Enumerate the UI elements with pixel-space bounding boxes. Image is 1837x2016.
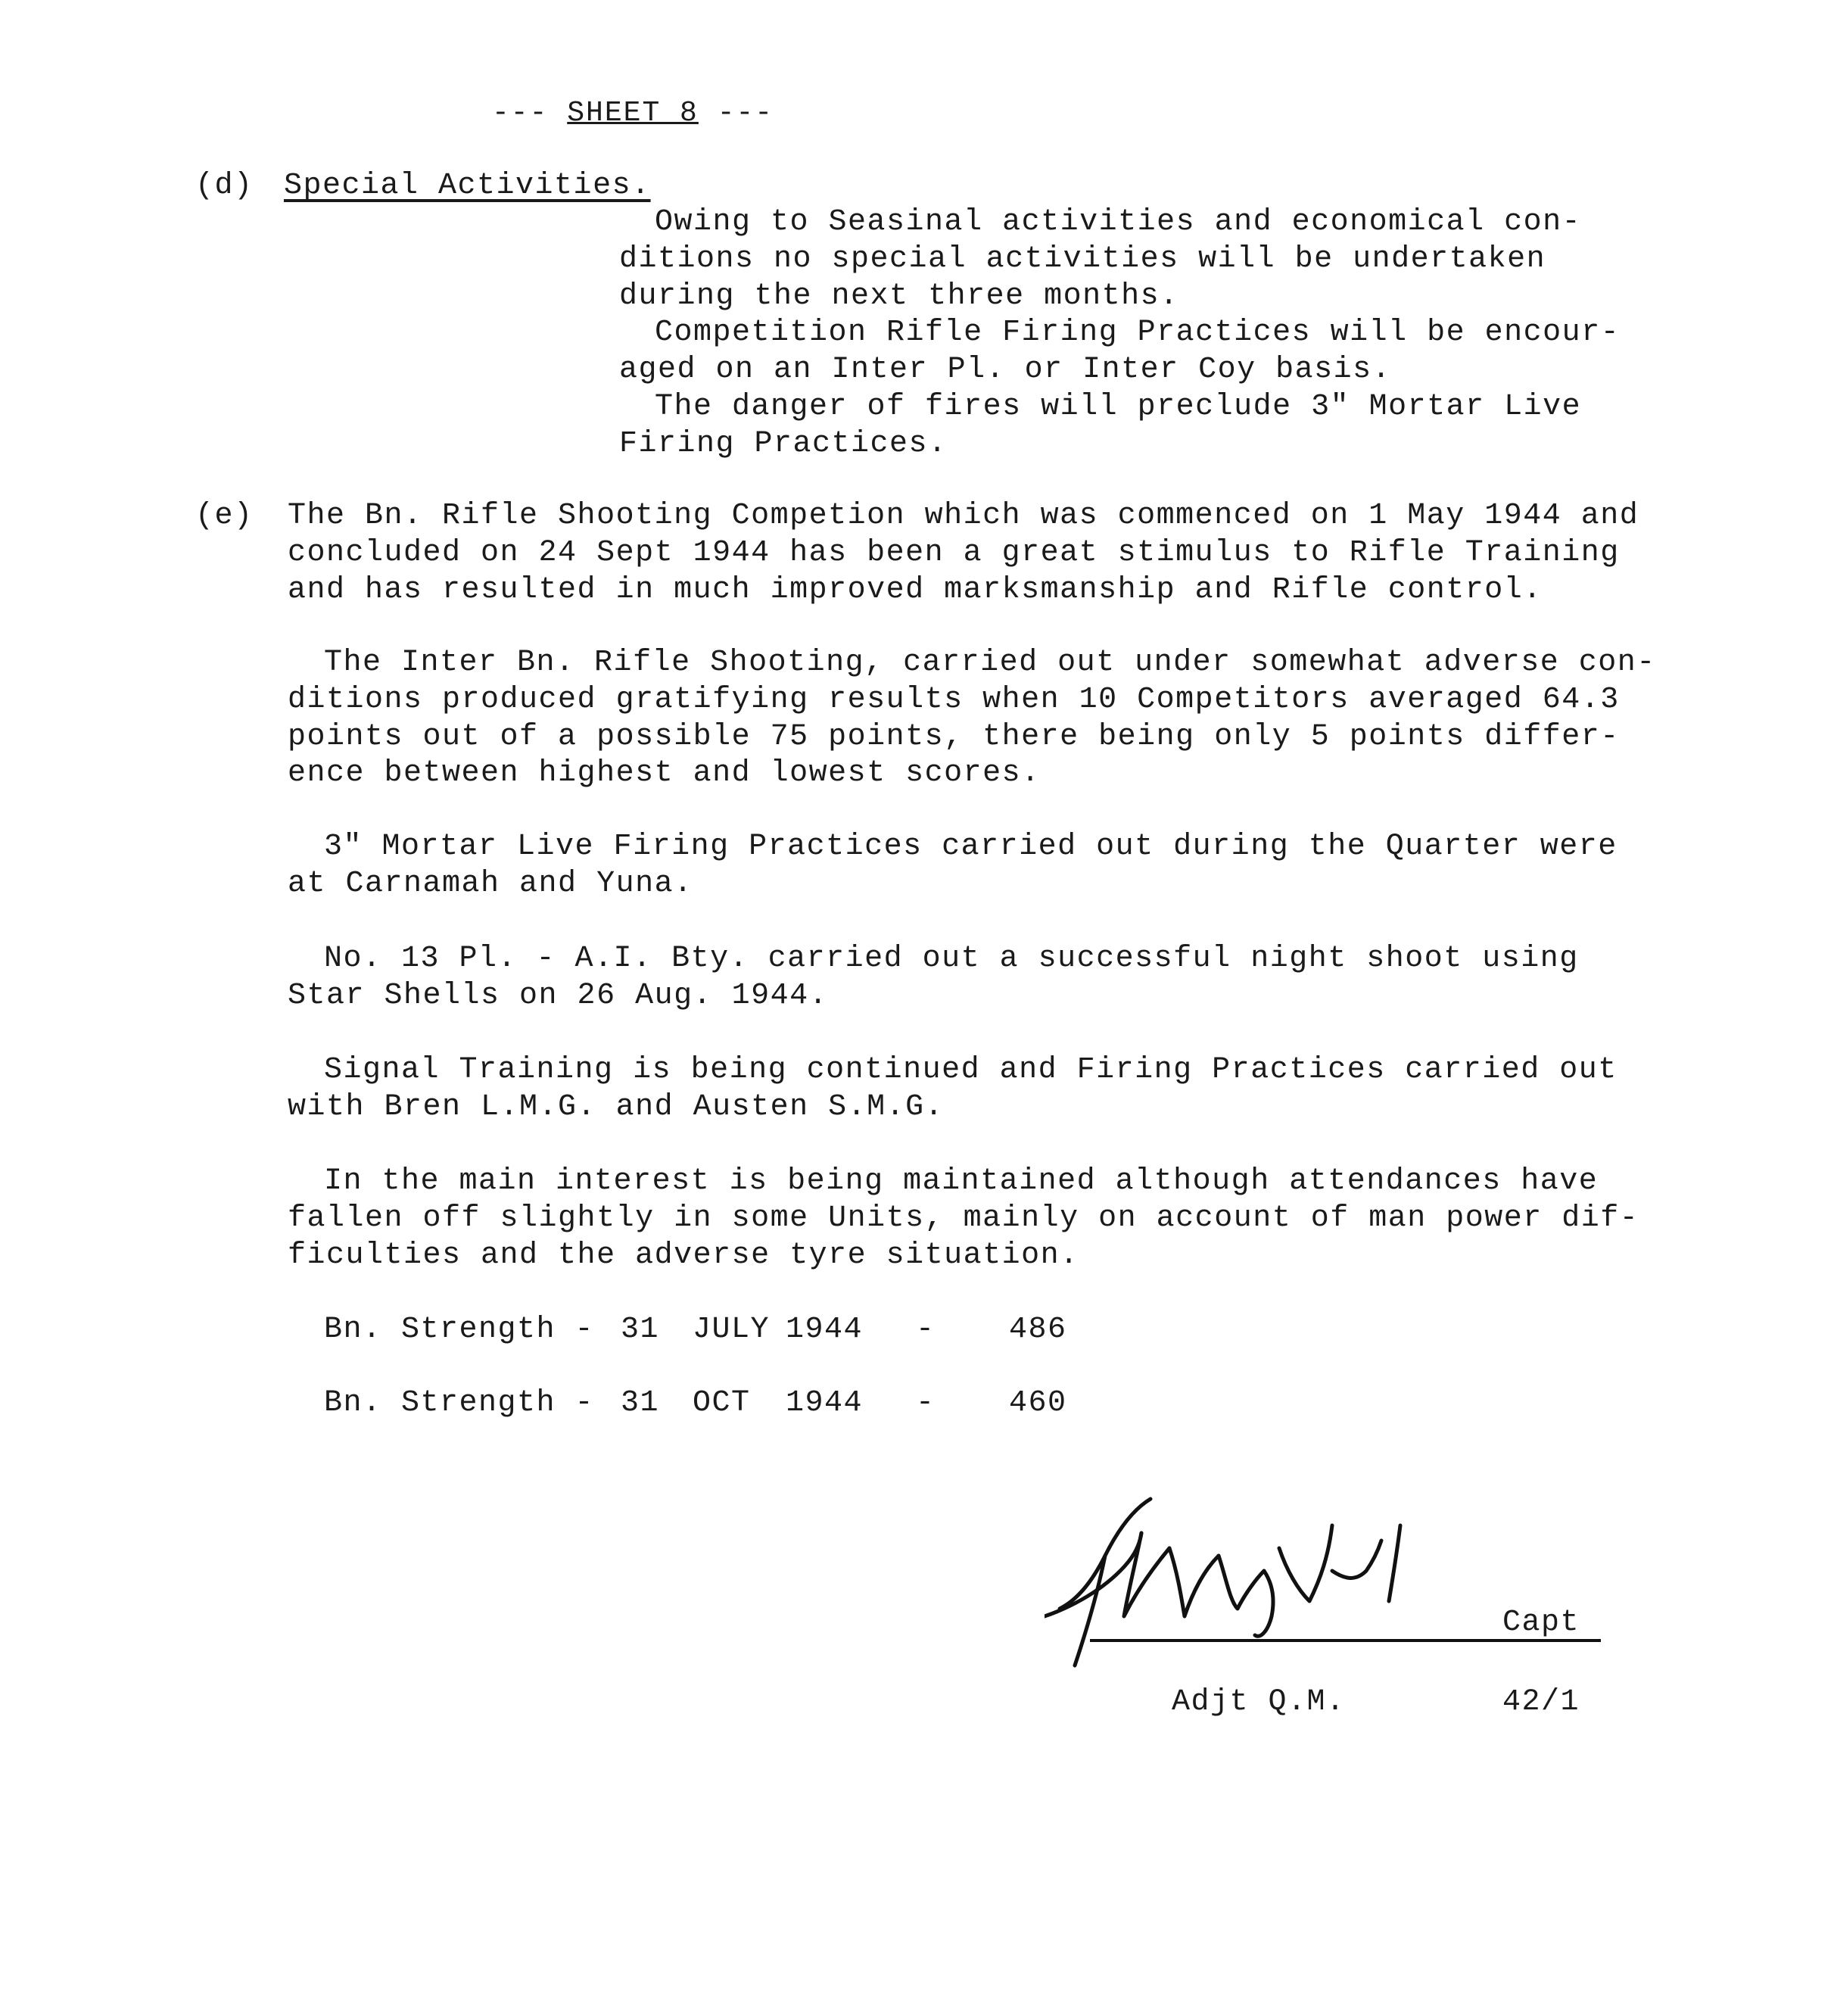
paragraph-line: fallen off slightly in some Units, mainly on account of man power dif- — [288, 1201, 1639, 1235]
section-e-label: (e) — [195, 499, 254, 533]
paragraph-line: No. 13 Pl. - A.I. Bty. carried out a successful night shoot using — [324, 942, 1579, 976]
paragraph-line: The Inter Bn. Rifle Shooting, carried out under somewhat adverse con- — [324, 646, 1656, 680]
paragraph-line: ficulties and the adverse tyre situation. — [288, 1239, 1079, 1273]
section-d-line: Owing to Seasinal activities and economical con- — [655, 205, 1582, 239]
header-dashes-right: --- — [717, 97, 774, 129]
strength-day: 31 — [621, 1313, 660, 1347]
strength-value: 486 — [1009, 1313, 1067, 1347]
paragraph-line: In the main interest is being maintained although attendances have — [324, 1164, 1599, 1198]
paragraph-line: at Carnamah and Yuna. — [288, 867, 693, 901]
paragraph-line: ditions produced gratifying results when 10 Competitors averaged 64.3 — [288, 683, 1620, 717]
strength-dash: - — [916, 1313, 936, 1347]
section-d-line: The danger of fires will preclude 3" Mortar Live — [655, 390, 1582, 424]
strength-month: OCT — [693, 1386, 751, 1420]
section-e-line: concluded on 24 Sept 1944 has been a great stimulus to Rifle Training — [288, 536, 1620, 570]
section-d-line: Competition Rifle Firing Practices will be encour- — [655, 316, 1621, 350]
strength-dash: - — [916, 1386, 936, 1420]
section-e-line: and has resulted in much improved marksmanship and Rifle control. — [288, 573, 1543, 607]
section-d-label: (d) — [195, 169, 254, 203]
signature-title: Adjt Q.M. — [1172, 1685, 1346, 1719]
paragraph-line: points out of a possible 75 points, there being only 5 points differ- — [288, 720, 1620, 754]
header-dashes-left: --- — [492, 97, 549, 129]
paragraph-line: Star Shells on 26 Aug. 1944. — [288, 979, 829, 1013]
strength-year: 1944 — [786, 1313, 864, 1347]
strength-year: 1944 — [786, 1386, 864, 1420]
sheet-label: SHEET 8 — [567, 97, 699, 129]
section-d-line: Firing Practices. — [619, 427, 948, 461]
sheet-header — [492, 97, 774, 129]
strength-label: Bn. Strength - — [324, 1313, 595, 1347]
paragraph-line: Signal Training is being continued and Firing Practices carried out — [324, 1053, 1617, 1087]
section-d-line: ditions no special activities will be undertaken — [619, 242, 1546, 276]
paragraph-line: with Bren L.M.G. and Austen S.M.G. — [288, 1090, 945, 1124]
strength-day: 31 — [621, 1386, 660, 1420]
strength-month: JULY — [693, 1313, 771, 1347]
section-d-heading: Special Activities. — [284, 169, 651, 203]
paragraph-line: ence between highest and lowest scores. — [288, 756, 1041, 790]
section-d-line: during the next three months. — [619, 279, 1179, 313]
strength-label: Bn. Strength - — [324, 1386, 595, 1420]
signature-rank: Capt — [1502, 1606, 1580, 1640]
paragraph-line: 3" Mortar Live Firing Practices carried out during the Quarter were — [324, 830, 1617, 864]
signature-unit: 42/1 — [1502, 1685, 1580, 1719]
handwritten-signature — [1045, 1495, 1468, 1669]
strength-value: 460 — [1009, 1386, 1067, 1420]
section-e-line: The Bn. Rifle Shooting Competion which was commenced on 1 May 1944 and — [288, 499, 1639, 533]
section-d-line: aged on an Inter Pl. or Inter Coy basis. — [619, 353, 1392, 387]
